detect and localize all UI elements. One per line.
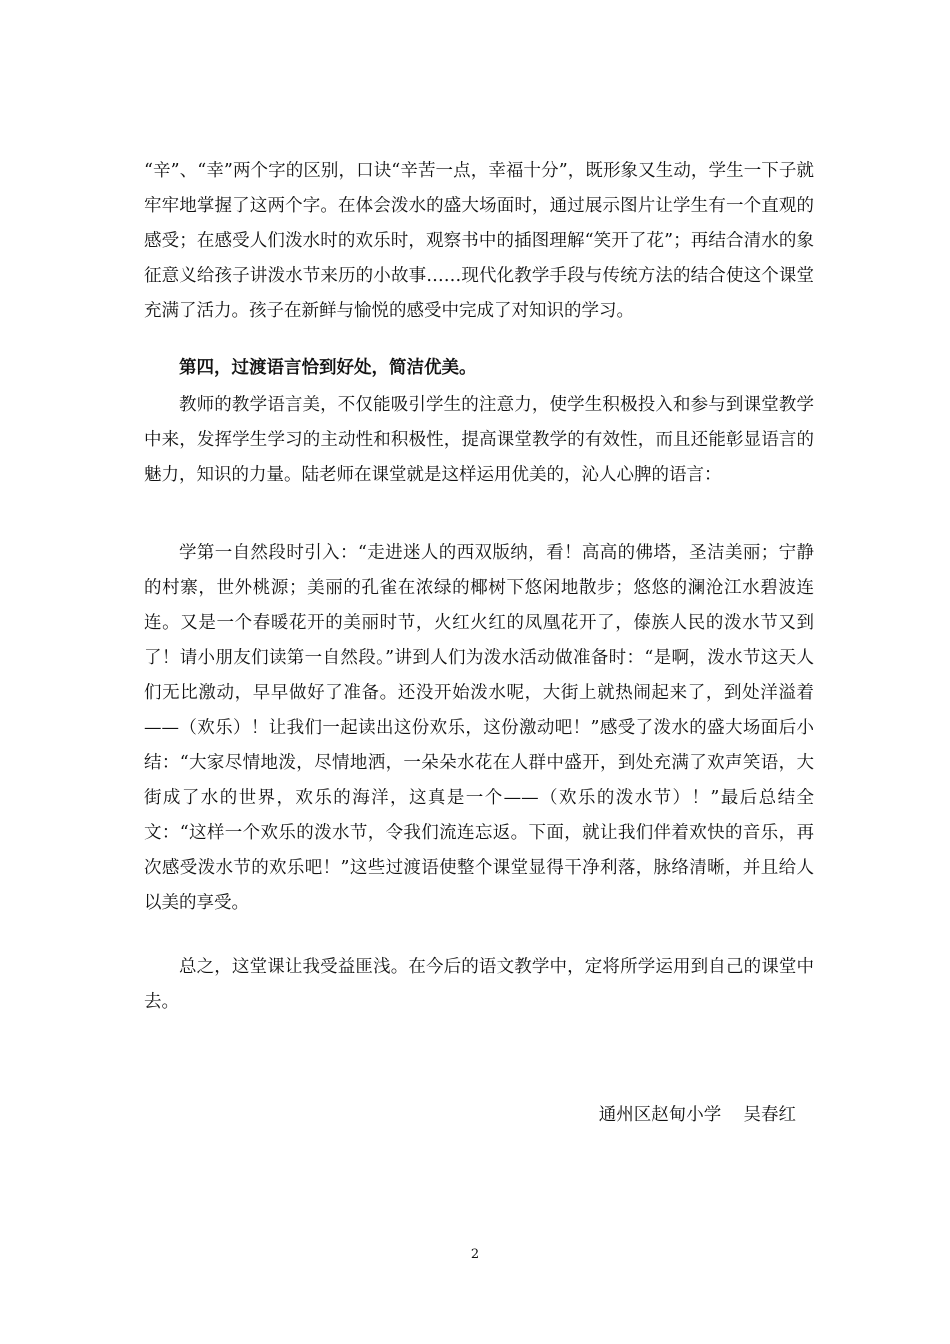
page-number: 2 xyxy=(470,1247,480,1262)
paragraph-teaching-language: 教师的教学语言美，不仅能吸引学生的注意力，使学生积极投入和参与到课堂教学中来，发挥学生学习的主动性和积极性，提高课堂教学的有效性，而且还能彰显语言的魅力，知识的力量。陆老师在课堂就是这样运用优美的，沁人心脾的语言： xyxy=(144,395,814,485)
section-heading: 第四，过渡语言恰到好处，简洁优美。 xyxy=(179,358,477,378)
paragraph-transition-examples: 学第一自然段时引入：“走进迷人的西双版纳，看！高高的佛塔，圣洁美丽；宁静的村寨，世外桃源；美丽的孔雀在浓绿的椰树下悠闲地散步；悠悠的澜沧江水碧波连连。又是一个春暖花开的美丽时节，火红火红的凤凰花开了，傣族人民的泼水节又到了！请小朋友们读第一自然段。”讲到人们为泼水活动做准备时：“是啊，泼水节这天人们无比激动，早早做好了准备。还没开始泼水呢，大街上就热闹起来了，到处洋溢着——（欢乐）！让我们一起读出这份欢乐，这份激动吧！”感受了泼水的盛大场面后小结：“大家尽情地泼，尽情地洒，一朵朵水花在人群中盛开，到处充满了欢声笑语，大街成了水的世界，欢乐的海洋，这真是一个——（欢乐的泼水节）！”最后总结全文：“这样一个欢乐的泼水节，令我们流连忘返。下面，就让我们伴着欢快的音乐，再次感受泼水节的欢乐吧！”这些过渡语使整个课堂显得干净利落，脉络清晰，并且给人以美的享受。 xyxy=(144,543,814,913)
paragraph-continued: “辛”、“幸”两个字的区别，口诀“辛苦一点，幸福十分”，既形象又生动，学生一下子就牢牢地掌握了这两个字。在体会泼水的盛大场面时，通过展示图片让学生有一个直观的感受；在感受人们泼水时的欢乐时，观察书中的插图理解“笑开了花”；再结合清水的象征意义给孩子讲泼水节来历的小故事……现代化教学手段与传统方法的结合使这个课堂充满了活力。孩子在新鲜与愉悦的感受中完成了对知识的学习。 xyxy=(144,161,814,321)
author-signature: 通州区赵甸小学 吴春红 xyxy=(598,1105,796,1125)
paragraph-conclusion: 总之，这堂课让我受益匪浅。在今后的语文教学中，定将所学运用到自己的课堂中去。 xyxy=(144,957,814,1012)
